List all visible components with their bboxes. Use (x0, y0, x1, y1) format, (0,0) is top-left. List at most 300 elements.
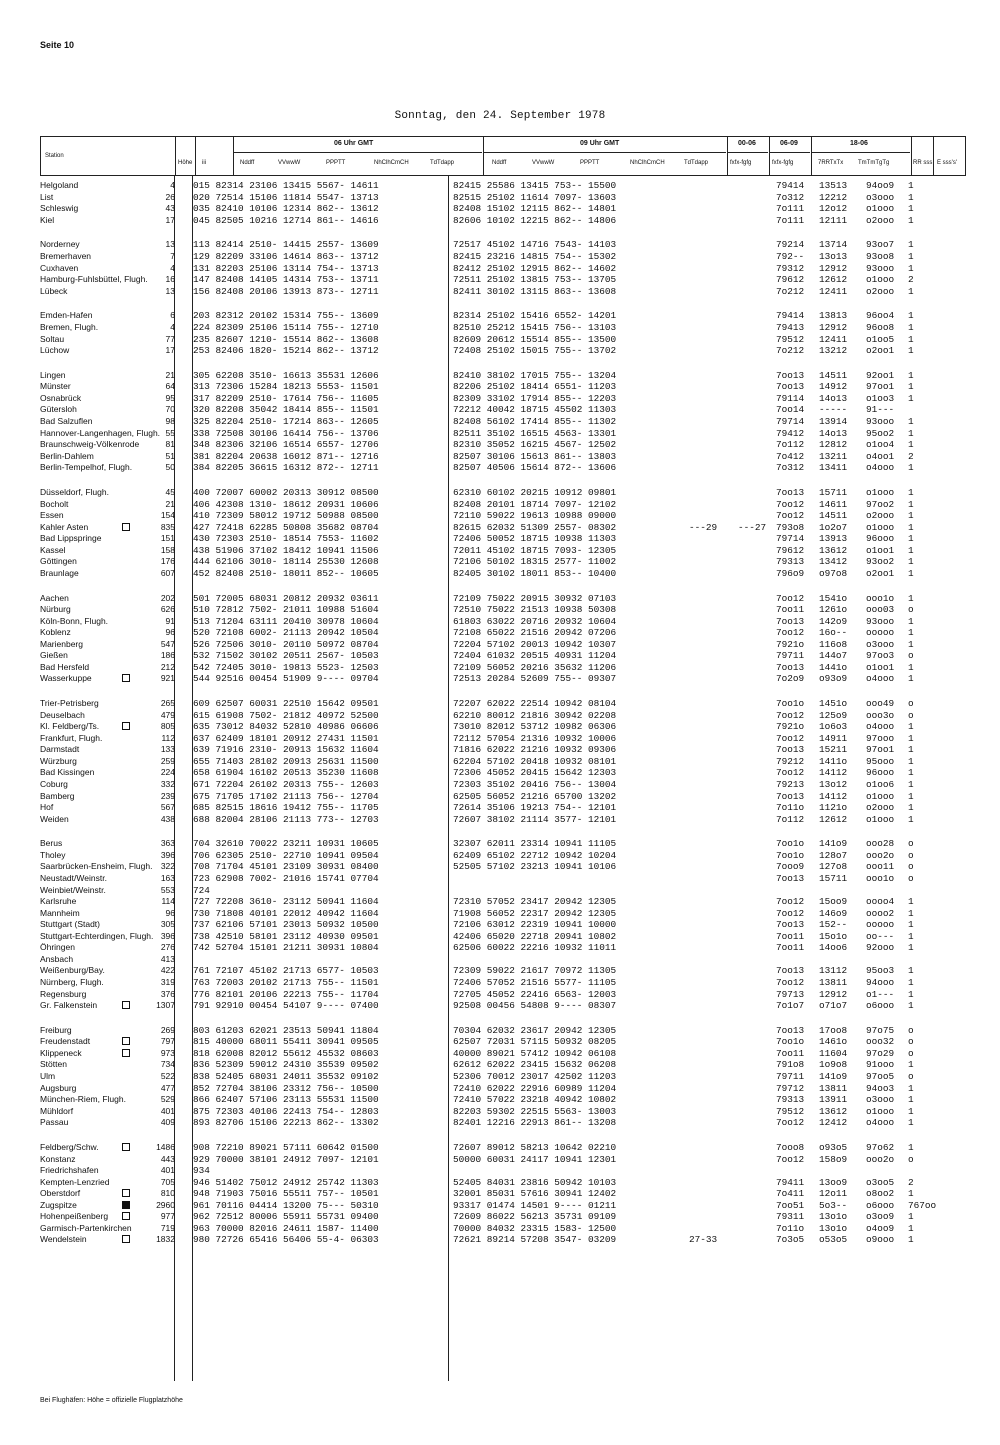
station-name: Bad Salzuflen (40, 416, 93, 426)
station-altitude: 332 (160, 778, 175, 789)
summary-precip: o1oo5 (866, 333, 895, 345)
summary-temps: 13612 (819, 1105, 848, 1117)
station-altitude: 479 (160, 709, 175, 720)
summary-precip: 97oo5 (866, 1071, 895, 1082)
summary-rr: 79213 (776, 778, 805, 790)
obs-06-gmt: 948 71903 75016 55511 757-- 10501 (193, 1188, 379, 1200)
station-altitude: 158 (160, 544, 175, 555)
station-name: Trier-Petrisberg (40, 698, 99, 709)
table-row (0, 756, 1000, 767)
summary-code: 1 (908, 732, 914, 744)
obs-06-gmt: 706 62305 2510- 22710 10941 09504 (193, 849, 379, 861)
summary-rr: 7oo12 (776, 1117, 805, 1129)
station-altitude: 322 (160, 861, 175, 872)
obs-06-gmt: 761 72107 45102 21713 6577- 10503 (193, 965, 379, 977)
summary-code: 1 (908, 310, 914, 322)
summary-code: o (908, 1047, 914, 1059)
summary-temps: ----- (819, 404, 848, 416)
obs-06-gmt: 253 82406 1820- 15214 862-- 13712 (193, 345, 379, 356)
table-row (0, 1177, 1000, 1188)
station-name: Bad Kissingen (40, 767, 95, 778)
summary-code: 1 (908, 544, 914, 556)
summary-rr: 7o112 (776, 813, 805, 825)
obs-06-gmt: 406 42308 1310- 18612 20931 10606 (193, 498, 379, 510)
obs-06-gmt: 838 52405 68031 24011 35532 09102 (193, 1071, 379, 1082)
summary-precip: ooo49 (866, 698, 895, 710)
table-row (0, 1106, 1000, 1117)
header-09-group (483, 137, 727, 175)
summary-code: 1 (908, 381, 914, 393)
summary-rr: 7oo13 (776, 873, 805, 884)
summary-precip: ooo2o (866, 849, 895, 861)
station-altitude: 626 (160, 604, 175, 614)
summary-code: 1 (908, 510, 914, 521)
table-row (0, 1211, 1000, 1222)
station-altitude: 553 (160, 884, 175, 895)
table-row (0, 239, 1000, 250)
summary-rr: 79414 (776, 310, 805, 322)
station-altitude: 973 (160, 1047, 175, 1058)
summary-rr: 7o1o7 (776, 1000, 805, 1011)
obs-09-gmt: 82405 30102 18011 853-- 10400 (453, 567, 617, 579)
obs-09-gmt: 32001 85031 57616 30941 12402 (453, 1188, 617, 1200)
summary-precip: o3ooo (866, 191, 895, 203)
summary-temps: 141o9 (819, 838, 848, 850)
summary-code: 1 (908, 1000, 914, 1011)
summary-code: o (908, 650, 914, 662)
summary-code: 1 (908, 638, 914, 650)
summary-precip: 97oo2 (866, 498, 895, 510)
summary-code: 1 (908, 439, 914, 451)
open-square-icon (122, 1049, 130, 1057)
table-row (0, 404, 1000, 415)
station-name: Oberstdorf (40, 1188, 81, 1199)
summary-precip: o6ooo (866, 1199, 895, 1211)
summary-temps: 12912 (819, 262, 848, 274)
obs-09-gmt: 72513 20284 52609 755-- 09307 (453, 673, 617, 685)
summary-precip: o2ooo (866, 802, 895, 813)
summary-code: 1 (908, 988, 914, 1000)
summary-precip: ooo1o (866, 873, 895, 884)
header-station-cell (41, 137, 175, 175)
summary-code: 1 (908, 556, 914, 568)
summary-code: 1 (908, 251, 914, 262)
station-name: Garmisch-Partenkirchen (40, 1222, 132, 1233)
station-altitude: 705 (160, 1176, 175, 1187)
station-altitude: 2960 (156, 1199, 175, 1210)
station-name: Zugspitze (40, 1199, 77, 1210)
table-row (0, 393, 1000, 404)
summary-rr: 7o11o (776, 1222, 805, 1234)
summary-rr: 79413 (776, 321, 805, 333)
summary-temps: 14112 (819, 767, 848, 779)
summary-precip: o4oo1 (866, 450, 895, 462)
summary-temps: 1o2o7 (819, 521, 848, 533)
table-row (0, 370, 1000, 381)
station-name: Schleswig (40, 203, 79, 214)
station-altitude: 734 (160, 1059, 175, 1070)
station-name: Mannheim (40, 907, 80, 918)
summary-rr: 7ooo8 (776, 1141, 805, 1153)
table-header (40, 136, 966, 176)
table-row (0, 698, 1000, 709)
obs-09-gmt: 82510 25212 15415 756-- 13103 (453, 321, 617, 333)
station-name: Neustadt/Weinstr. (40, 873, 107, 883)
summary-rr: 791o8 (776, 1059, 805, 1071)
station-name: Essen (40, 510, 64, 520)
table-row (0, 1154, 1000, 1165)
summary-code: 1 (908, 262, 914, 274)
obs-09-gmt: 71816 62022 21216 10932 09306 (453, 744, 617, 756)
station-name: Passau (40, 1117, 69, 1128)
summary-precip: o4ooo (866, 1117, 895, 1129)
summary-temps: 13714 (819, 239, 848, 251)
obs-09-gmt: 72614 35106 19213 754-- 12101 (453, 802, 617, 813)
obs-06-gmt: 510 72812 7502- 21011 10988 51604 (193, 604, 379, 615)
station-altitude: 396 (160, 930, 175, 941)
table-row (0, 499, 1000, 510)
obs-09-gmt: 82203 59302 22515 5563- 13003 (453, 1105, 617, 1117)
table-row (0, 954, 1000, 965)
summary-code: 1 (908, 203, 914, 215)
table-row (0, 1083, 1000, 1094)
summary-rr: 79311 (776, 1211, 805, 1223)
table-row (0, 1200, 1000, 1211)
header-09-nddff: Nddff (492, 160, 507, 166)
summary-code: 1 (908, 239, 914, 251)
table-row (0, 451, 1000, 462)
summary-rr: 79414 (776, 180, 805, 191)
summary-precip: 96oo8 (866, 321, 895, 333)
summary-precip: ooooo (866, 919, 895, 931)
summary-temps: 125o9 (819, 709, 848, 721)
summary-precip: o1--- (866, 988, 895, 1000)
summary-rr: 7oo11 (776, 1047, 805, 1059)
header-0006-cell (727, 137, 769, 175)
table-row (0, 977, 1000, 988)
station-name: Gr. Falkenstein (40, 1000, 98, 1010)
gust-00-06: 27-33 (689, 1234, 718, 1246)
summary-temps: 144o7 (819, 650, 848, 662)
summary-precip: 92oo1 (866, 369, 895, 381)
station-name: Göttingen (40, 556, 77, 567)
summary-code: 1 (908, 1117, 914, 1129)
station-name: Würzburg (40, 755, 77, 766)
table-row (0, 767, 1000, 778)
station-altitude: 1832 (156, 1234, 175, 1245)
station-name: Nürnberg, Flugh. (40, 976, 104, 987)
station-name: Wendelstein (40, 1234, 87, 1245)
station-name: Wasserkuppe (40, 673, 92, 684)
obs-06-gmt: 929 70000 38101 24912 7097- 12101 (193, 1153, 379, 1165)
summary-temps: 13811 (819, 976, 848, 988)
table-row (0, 1117, 1000, 1128)
summary-rr: 793o8 (776, 521, 805, 533)
obs-09-gmt: 72204 57102 20013 10942 10307 (453, 638, 617, 650)
summary-precip: 97oo1 (866, 744, 895, 756)
station-name: Kempten-Lenzried (40, 1176, 110, 1187)
obs-09-gmt: 82615 62032 51309 2557- 08302 (453, 521, 617, 533)
station-altitude: 7 (170, 251, 175, 261)
summary-temps: 13913 (819, 533, 848, 545)
obs-06-gmt: 962 72512 80006 55911 55731 09400 (193, 1211, 379, 1223)
summary-rr: 7o112 (776, 439, 805, 451)
obs-09-gmt: 82507 40506 15614 872-- 13606 (453, 462, 617, 474)
station-altitude: 567 (160, 802, 175, 812)
header-09-vvwww: VVwwW (532, 160, 555, 166)
summary-code: 1 (908, 1094, 914, 1106)
table-row (0, 710, 1000, 721)
summary-temps: 12o12 (819, 203, 848, 215)
obs-09-gmt: 61803 63022 20716 20932 10604 (453, 615, 617, 627)
station-name: Frankfurt, Flugh. (40, 732, 103, 743)
summary-precip: ooo03 (866, 604, 895, 615)
summary-precip: o8oo2 (866, 1188, 895, 1200)
summary-code: 1 (908, 767, 914, 779)
station-altitude: 401 (160, 1165, 175, 1175)
summary-precip: ooo28 (866, 838, 895, 850)
obs-06-gmt: 131 82203 25106 13114 754-- 13713 (193, 262, 379, 274)
station-name: Stötten (40, 1059, 67, 1070)
obs-06-gmt: 438 51906 37102 18412 10941 11506 (193, 544, 379, 556)
station-name: Karlsruhe (40, 896, 77, 907)
obs-06-gmt: 045 82505 10216 12714 861-- 14616 (193, 214, 379, 226)
open-square-icon (122, 1143, 130, 1151)
header-09-title: 09 Uhr GMT (580, 140, 620, 147)
summary-rr: 7oo1o (776, 849, 805, 861)
obs-06-gmt: 020 72514 15106 11814 5547- 13713 (193, 191, 379, 203)
obs-09-gmt: 62612 62022 23415 15632 06208 (453, 1059, 617, 1071)
summary-temps: 13612 (819, 544, 848, 556)
station-altitude: 91 (165, 615, 175, 626)
summary-rr: 7oo11 (776, 942, 805, 954)
summary-temps: 12612 (819, 274, 848, 286)
station-name: Bocholt (40, 498, 69, 509)
header-06-pppt: PPPTT (326, 160, 346, 166)
table-row (0, 1223, 1000, 1234)
obs-09-gmt: 92508 00456 54808 9---- 08307 (453, 1000, 617, 1011)
station-name: Öhringen (40, 942, 75, 953)
obs-09-gmt: 72309 59022 21617 70972 11305 (453, 965, 617, 977)
table-row (0, 650, 1000, 661)
obs-06-gmt: 776 82101 20106 22213 755-- 11704 (193, 988, 379, 1000)
summary-code: 1 (908, 521, 914, 533)
table-row (0, 604, 1000, 615)
summary-rr: 7oo12 (776, 896, 805, 908)
station-name: Ansbach (40, 953, 74, 964)
station-altitude: 154 (160, 510, 175, 520)
summary-rr: 7oo13 (776, 369, 805, 381)
obs-09-gmt: 72607 38102 21114 3577- 12101 (453, 813, 617, 825)
summary-rr: 7oo1o (776, 698, 805, 710)
station-altitude: 797 (160, 1036, 175, 1047)
station-altitude: 64 (165, 381, 175, 392)
obs-09-gmt: 82606 10102 12215 862-- 14806 (453, 214, 617, 226)
station-name: Nürburg (40, 604, 71, 614)
station-name: Augsburg (40, 1082, 77, 1093)
station-altitude: 26 (165, 191, 175, 202)
obs-09-gmt: 72011 45102 18715 7093- 12305 (453, 544, 617, 556)
summary-code: 1 (908, 1105, 914, 1117)
summary-rr: 7oo14 (776, 404, 805, 416)
obs-06-gmt: 430 72303 2510- 18514 7553- 11602 (193, 533, 379, 545)
table-row (0, 873, 1000, 884)
summary-rr: 79612 (776, 274, 805, 286)
summary-rr: 7o111 (776, 203, 805, 215)
summary-rr: 7921o (776, 638, 805, 650)
summary-temps: 15211 (819, 744, 848, 756)
summary-code: 1 (908, 592, 914, 604)
obs-09-gmt: 82314 25102 15416 6552- 14201 (453, 310, 617, 322)
obs-06-gmt: 671 72204 26102 20313 755-- 12603 (193, 778, 379, 790)
summary-rr: 7o3o5 (776, 1234, 805, 1246)
summary-temps: 13112 (819, 965, 848, 977)
summary-rr: 7oo12 (776, 592, 805, 604)
station-altitude: 977 (160, 1211, 175, 1222)
obs-06-gmt: 400 72007 60002 20313 30912 08500 (193, 486, 379, 498)
summary-temps: 14611 (819, 498, 848, 510)
station-name: Münster (40, 381, 71, 392)
obs-06-gmt: 655 71403 28102 20913 25631 11500 (193, 755, 379, 767)
station-name: Darmstadt (40, 744, 80, 755)
obs-06-gmt: 313 72306 15284 18213 5553- 11501 (193, 381, 379, 393)
station-altitude: 522 (160, 1071, 175, 1081)
station-altitude: 70 (165, 404, 175, 415)
summary-precip: 93oo2 (866, 556, 895, 568)
header-tmt: TmTmTgTg (858, 160, 890, 166)
summary-temps: 14o13 (819, 392, 848, 404)
summary-temps: 1o9o8 (819, 1059, 848, 1071)
table-row (0, 673, 1000, 684)
station-name: Emden-Hafen (40, 310, 93, 321)
summary-precip: oooo2 (866, 907, 895, 919)
summary-code: 1 (908, 965, 914, 977)
obs-09-gmt: 62310 60102 20215 10912 09801 (453, 486, 617, 498)
table-row (0, 616, 1000, 627)
header-0609: 06-09 (780, 140, 798, 147)
header-06-group (233, 137, 483, 175)
header-0609-cell (769, 137, 811, 175)
table-row (0, 662, 1000, 673)
table-row (0, 322, 1000, 333)
header-hoehe-cell (175, 137, 195, 175)
station-name: Osnabrück (40, 392, 82, 403)
obs-06-gmt: 501 72005 68031 20812 20932 03611 (193, 592, 379, 604)
summary-rr: 7o212 (776, 345, 805, 356)
station-altitude: 81 (165, 439, 175, 450)
summary-temps: 12o11 (819, 1188, 848, 1200)
table-row (0, 861, 1000, 872)
station-name: Hohenpeißenberg (40, 1211, 109, 1222)
table-row (0, 850, 1000, 861)
summary-temps: 14511 (819, 369, 848, 381)
obs-09-gmt: 82415 25586 13415 753-- 15500 (453, 180, 617, 191)
table-row (0, 334, 1000, 345)
obs-09-gmt: 50000 60031 24117 10941 12301 (453, 1153, 617, 1165)
summary-rr: 7oo12 (776, 767, 805, 779)
summary-code: 1 (908, 778, 914, 790)
header-1806: 18-06 (850, 140, 868, 147)
summary-rr: 796o9 (776, 567, 805, 579)
open-square-icon (122, 1212, 130, 1220)
summary-code: 1 (908, 533, 914, 545)
station-name: Koblenz (40, 627, 71, 638)
obs-09-gmt: 82310 35052 16215 4567- 12502 (453, 439, 617, 451)
station-altitude: 176 (160, 556, 175, 567)
summary-temps: 146o9 (819, 907, 848, 919)
station-altitude: 212 (160, 661, 175, 672)
obs-09-gmt: 82415 23216 14815 754-- 15302 (453, 251, 617, 262)
obs-09-gmt: 42406 65020 22718 20941 10802 (453, 930, 617, 942)
station-name: Weinbiet/Weinstr. (40, 884, 106, 895)
summary-rr: 7o412 (776, 450, 805, 462)
obs-09-gmt: 72621 89214 57208 3547- 03209 (453, 1234, 617, 1246)
table-row (0, 965, 1000, 976)
summary-code: 2 (908, 450, 914, 462)
summary-code: 1 (908, 942, 914, 954)
station-altitude: 239 (160, 790, 175, 801)
station-altitude: 43 (165, 203, 175, 214)
table-row (0, 1094, 1000, 1105)
summary-precip: o3ooo (866, 638, 895, 650)
summary-temps: 158o9 (819, 1153, 848, 1165)
summary-precip: o4oo9 (866, 1222, 895, 1234)
summary-temps: o53o5 (819, 1234, 848, 1246)
summary-temps: 11604 (819, 1047, 848, 1059)
summary-code: 2 (908, 274, 914, 286)
station-altitude: 77 (165, 333, 175, 344)
table-row (0, 1036, 1000, 1047)
summary-code: 1 (908, 191, 914, 203)
obs-06-gmt: 113 82414 2510- 14415 2557- 13609 (193, 239, 379, 251)
summary-code: 1 (908, 416, 914, 427)
station-name: Soltau (40, 333, 65, 344)
obs-06-gmt: 934 (193, 1165, 210, 1176)
obs-06-gmt: 224 82309 25106 15114 755-- 12710 (193, 321, 379, 333)
open-square-icon (122, 1235, 130, 1243)
table-row (0, 533, 1000, 544)
summary-code: 1 (908, 673, 914, 685)
station-name: Köln-Bonn, Flugh. (40, 615, 109, 626)
table-row (0, 989, 1000, 1000)
obs-09-gmt: 32307 62011 23314 10941 11105 (453, 838, 617, 850)
summary-code: o (908, 709, 914, 721)
summary-rr: 79713 (776, 988, 805, 1000)
obs-09-gmt: 82515 25102 11614 7097- 13603 (453, 191, 617, 203)
table-row (0, 721, 1000, 732)
summary-precip: o9ooo (866, 1234, 895, 1246)
summary-precip: 94oo3 (866, 1082, 895, 1094)
obs-06-gmt: 639 71916 2310- 20913 15632 11604 (193, 744, 379, 756)
obs-06-gmt: 305 62208 3510- 16613 35531 12606 (193, 369, 379, 381)
header-esss: E sss's' (937, 160, 957, 166)
summary-code: 1 (908, 214, 914, 226)
table-row (0, 1025, 1000, 1036)
station-altitude: 835 (160, 521, 175, 532)
summary-precip: 97ooo (866, 732, 895, 744)
summary-precip: ooo11 (866, 861, 895, 873)
obs-09-gmt: 72109 75022 20915 30932 07103 (453, 592, 617, 604)
header-06-title: 06 Uhr GMT (334, 140, 374, 147)
summary-precip: 97o29 (866, 1047, 895, 1059)
station-altitude: 16 (165, 274, 175, 285)
obs-09-gmt: 72609 86022 56213 35731 09109 (453, 1211, 617, 1223)
summary-code: 1 (908, 285, 914, 297)
summary-precip: 94oo9 (866, 180, 895, 191)
summary-rr: 7oo51 (776, 1199, 805, 1211)
table-row (0, 593, 1000, 604)
summary-code: o (908, 861, 914, 873)
